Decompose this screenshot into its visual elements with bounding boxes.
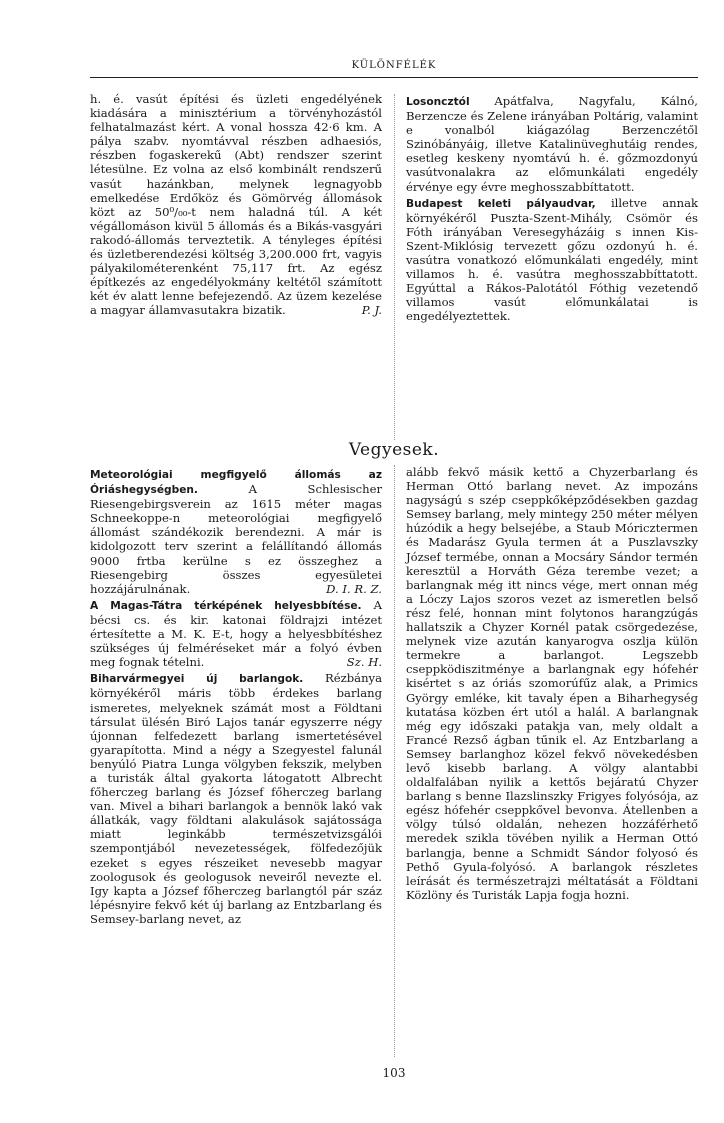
article-text: Apátfalva, Nagyfalu, Kálnó, Berzencze és Zelene irányában Poltárig, valamint e vonalból kiágazólag Berzenczétől Szinóbányáig, illetve Katalinüveghutáig rendes, esetleg keskeny nyomtávú h. é. gőzmozdonyú vasútvonalakra az előmunkálati engedély érvénye egy évre meghosszabbíttatott. <box>406 94 698 194</box>
article-text: A bécsi cs. és kir. katonai földrajzi intézet értesítette a M. K. E-t, hogy a helyesbbítéshez szükséges új felméréseket már a folyó évben meg fognak tételni. <box>90 597 382 670</box>
paragraph-continued <box>90 92 382 318</box>
page <box>90 60 698 1100</box>
column-right-top <box>406 92 698 324</box>
page-number: 103 <box>382 1066 406 1080</box>
article-heading: Budapest keleti pályaudvar, <box>406 197 596 210</box>
signature: Sz. H. <box>346 655 382 670</box>
column-left-bottom <box>90 465 382 926</box>
column-divider-bottom <box>394 465 395 1057</box>
running-header: KÜLÖNFÉLÉK <box>351 60 437 71</box>
article-heading: Losoncztól <box>406 96 470 108</box>
header-rule <box>90 77 698 78</box>
column-right-bottom <box>406 465 698 902</box>
article-text: Rézbánya környékéről máris több érdekes barlang ismeretes, melyeknek számát most a Földtani társulat ülésén Biró Lajos tanár egyszerre négy újonnan felfedezett barlang ismertetésével gyarapította. Mind a négy a Szegyestel falunál benyúló Piatra Lunga völgyben fekszik, melyben a turisták által gyakorta látogatott Albrecht főherczeg barlang és József főherczeg barlang van. Mivel a bihari barlangok a bennök lakó vak állatkák, vagy földtani alakulások sajátossága miatt leginkább természetvizsgálói szempontjából nevezetességek, fölfedezőjük ezeket s egyes részeiket nevesebb magyar zoologusok és geologusok neveiről nevezte el. Igy kapta a József főherczeg barlangtól pár száz lépésnyire fekvő két új barlang az Entzbarlang és Semsey-barlang nevet, az <box>90 671 383 926</box>
column-divider-top <box>394 94 395 440</box>
paragraph-text: h. é. vasút építési és üzleti engedélyének kiadására a minisztérium a törvényhozástól felhatalmazást kért. A vonal hossza 42·6 km. A pálya szabv. nyomtávval részben adhaesiós, részben fogaskerekű (Abt) rendszer szerint létesülne. Ez volna az első kombinált rendszerű vasút hazánkban, melynek legnagyobb emelkedése Erdőköz és Gömörvég állomások közt az 50⁰/₀₀-t nem haladná túl. A két végállomáson kivül 5 állomás és a Bikás-vasgyári rakodó-állomás terveztetik. A tényleges építési és üzletberendezési költség 3,200.000 frt, vagyis pályakilométerenként 75,117 frt. Az egész építkezés az engedélyokmány keltétől számított két év alatt lenne befejezendő. Az üzem kezelése a magyar államvasutakra bizatik. <box>90 92 382 318</box>
article-heading: A Magas-Tátra térképének helyesbbítése. <box>90 599 362 612</box>
article-heading: Biharvármegyei új barlangok. <box>90 673 304 686</box>
column-left-top <box>90 92 382 318</box>
signature: D. I. R. Z. <box>326 581 382 596</box>
article-text: illetve annak környékéről Puszta-Szent-Mihály, Csömör és Fóth irányában Veresegyházáig s innen Kis-Szent-Miklósig tervezett gőzu ozdonyú h. é. vasútra vonatkozó előmunkálati engedély, mint villamos h. é. vasútra meghosszabbíttatott. Egyúttal a Rákos-Palotától Fóthig vezetendő villamos vasút előmunkálatai is engedélyeztettek. <box>406 195 699 324</box>
section-title: Vegyesek. <box>348 440 440 460</box>
article-text: A Schlesischer Riesengebirgsverein az 1615 méter magas Schneekoppe-n meteorológiai megfigyelő állomást szándékozik berendezni. A már is kidolgozott terv szerint a felállítandó állomás 9000 frtba kerülne s ez összeghez a Riesengebirg összes egyesületei hozzájárulnának. <box>90 482 382 596</box>
signature: P. J. <box>361 303 382 318</box>
paragraph-continued: alább fekvő másik kettő a Chyzerbarlang és Herman Ottó barlang nevet. Az impozáns nagyságú s szép cseppkőképződésekben gazdag Semsey barlang, mely mintegy 250 méter mélyen húzódik a hegy belsejébe, a Staub Móricztermen és Madarász Gyula termen át a Puszlavszky József termébe, onnan a Mocsáry Sándor termén keresztül a Horváth Géza terembe vezet; a barlangnak még itt nincs vége, mert onnan még a Lóczy Lajos szoros vezet az ismeretlen belső rész felé, honnan mint folytonos harangzúgás hallatszik a Chyzer Kornél patak csörgedezése, melynek vize azután kanyarogva oszlja külön termekre a barlangot. Legszebb cseppködiszitménye a barlangnak egy hófehér kisértet s az óriás szomorúfűz alak, a Primics György emléke, kit tavaly épen a Biharhegység kutatása közben ért utól a halál. A barlangnak még egy időszaki patakja van, mely oldalt a Francé Rezső ágban tűnik el. Az Entzbarlang a Semsey barlanghoz közel fekvő növekedésben levő kisebb barlang. A völgy alantabbi oldalfalában nyilik a kettős bejáratú Chyzer barlang s benne Ilazslinszky Frigyes folyósója, az egész hófehér cseppkővel bevonva. Átellenben a völgy túlsó oldalán, nehezen hozzáférhető meredek szikla tövében nyilik a Herman Ottó barlangja, benne a Schmidt Sándor folyosó és Pethő Gyula-folyósó. A barlangok részletes leírását és természetrajzi méltatását a Földtani Közlöny és Turisták Lapja fogja hozni. <box>406 465 698 902</box>
article-heading: Meteorológiai megfigyelő állomás az Óriáshegységben. <box>90 469 382 497</box>
